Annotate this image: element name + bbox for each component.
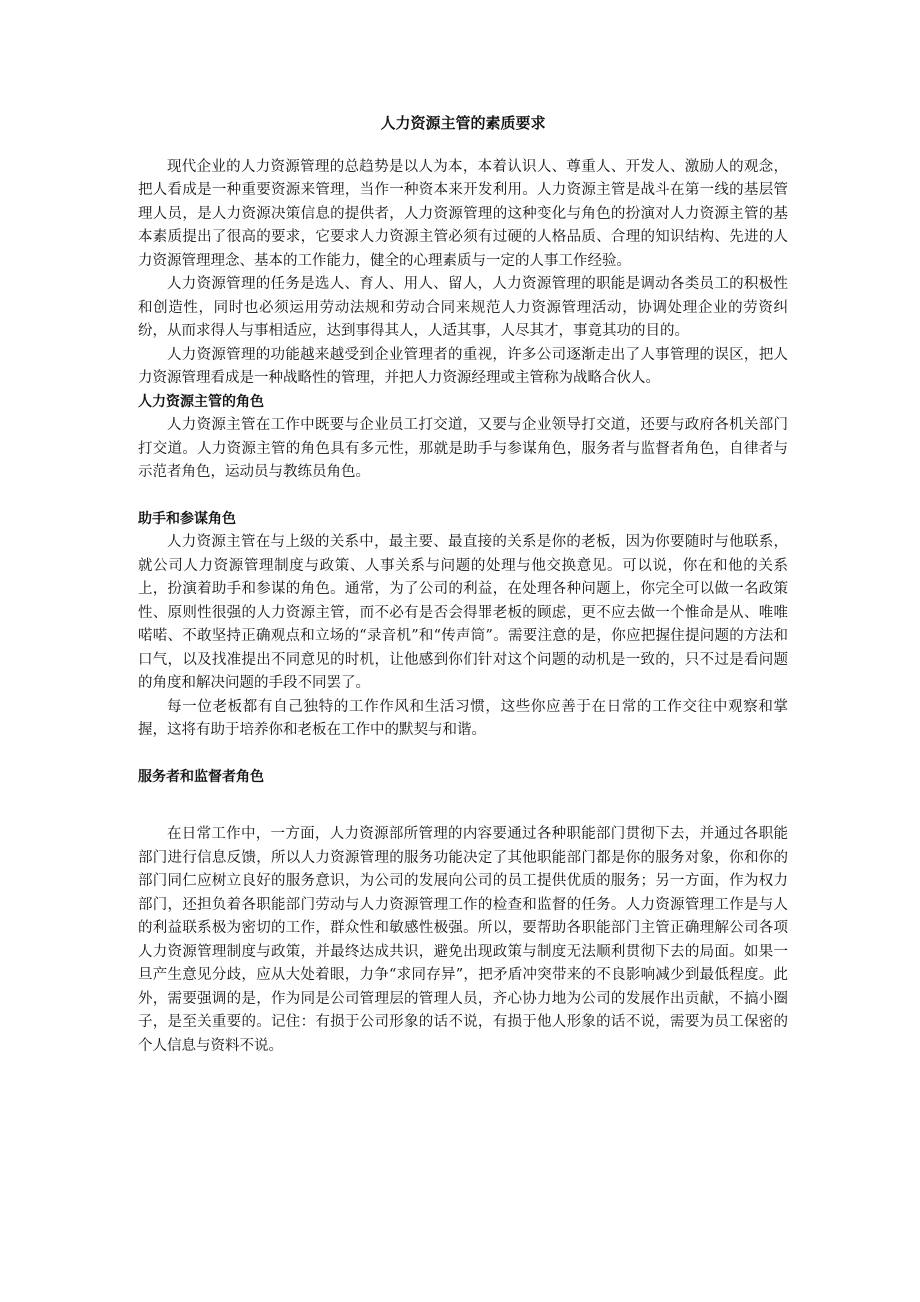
section-spacer: [138, 743, 788, 766]
intro-paragraph-2: 人力资源管理的任务是选人、育人、用人、留人，人力资源管理的职能是调动各类员工的积极性和创造性，同时也必须运用劳动法规和劳动合同来规范人力资源管理活动，协调处理企业的劳资纠纷，从而求得人与事相适应，达到事得其人，人适其事，人尽其才，事竟其功的目的。: [138, 276, 788, 339]
roles-paragraph: 人力资源主管在工作中既要与企业员工打交道，又要与企业领导打交道，还要与政府各机关部门打交道。人力资源主管的角色具有多元性，那就是助手与参谋角色，服务者与监督者角色，自律者与示范者角色，运动员与教练员角色。: [138, 417, 788, 480]
document-page: [138, 112, 788, 1058]
assistant-paragraph-2: 每一位老板都有自己独特的工作作风和生活习惯，这些你应善于在日常的工作交往中观察和掌握，这将有助于培养你和老板在工作中的默契与和谐。: [138, 698, 788, 738]
service-heading: 服务者和监督者角色: [138, 768, 264, 785]
assistant-heading: 助手和参谋角色: [138, 510, 236, 527]
service-paragraph: 在日常工作中，一方面，人力资源部所管理的内容要通过各种职能部门贯彻下去，并通过各职能部门进行信息反馈，所以人力资源管理的服务功能决定了其他职能部门都是你的服务对象，你和你的部门同仁应树立良好的服务意识，为公司的发展向公司的员工提供优质的服务；另一方面，作为权力部门，还担负着各职能部门劳动与人力资源管理工作的检查和监督的任务。人力资源管理工作是与人的利益联系极为密切的工作，群众性和敏感性极强。所以，要帮助各职能部门主管正确理解公司各项人力资源管理制度与政策，并最终达成共识，避免出现政策与制度无法顺利贯彻下去的局面。如果一旦产生意见分歧，应从大处着眼，力争“求同存异”，把矛盾冲突带来的不良影响减少到最低程度。此外，需要强调的是，作为同是公司管理层的管理人员，齐心协力地为公司的发展作出贡献，不搞小圈子，是至关重要的。记住：有损于公司形象的话不说，有损于他人形象的话不说，需要为员工保密的个人信息与资料不说。: [138, 826, 788, 1054]
roles-heading: 人力资源主管的角色: [138, 393, 264, 410]
section-spacer: [138, 485, 788, 508]
assistant-paragraph-1: 人力资源主管在与上级的关系中，最主要、最直接的关系是你的老板，因为你要随时与他联系，就公司人力资源管理制度与政策、人事关系与问题的处理与他交换意见。可以说，你在和他的关系上，扮演着助手和参谋的角色。通常，为了公司的利益，在处理各种问题上，你完全可以做一名政策性、原则性很强的人力资源主管，而不必有是否会得罪老板的顾虑，更不应去做一个惟命是从、唯唯喏喏、不敢坚持正确观点和立场的“录音机”和“传声筒”。需要注意的是，你应把握住提问题的方法和口气，以及找准提出不同意见的时机，让他感到你们针对这个问题的动机是一致的，只不过是看问题的角度和解决问题的手段不同罢了。: [138, 534, 788, 691]
intro-paragraph-1: 现代企业的人力资源管理的总趋势是以人为本，本着认识人、尊重人、开发人、激励人的观念，把人看成是一种重要资源来管理，当作一种资本来开发利用。人力资源主管是战斗在第一线的基层管理人员，是人力资源决策信息的提供者，人力资源管理的这种变化与角色的扮演对人力资源主管的基本素质提出了很高的要求，它要求人力资源主管必须有过硬的人格品质、合理的知识结构、先进的人力资源管理理念、基本的工作能力，健全的心理素质与一定的人事工作经验。: [138, 158, 788, 269]
intro-paragraph-3: 人力资源管理的功能越来越受到企业管理者的重视，许多公司逐渐走出了人事管理的误区，把人力资源管理看成是一种战略性的管理，并把人力资源经理或主管称为战略合伙人。: [138, 346, 788, 386]
section-spacer: [138, 789, 788, 823]
document-title: 人力资源主管的素质要求: [380, 114, 546, 132]
